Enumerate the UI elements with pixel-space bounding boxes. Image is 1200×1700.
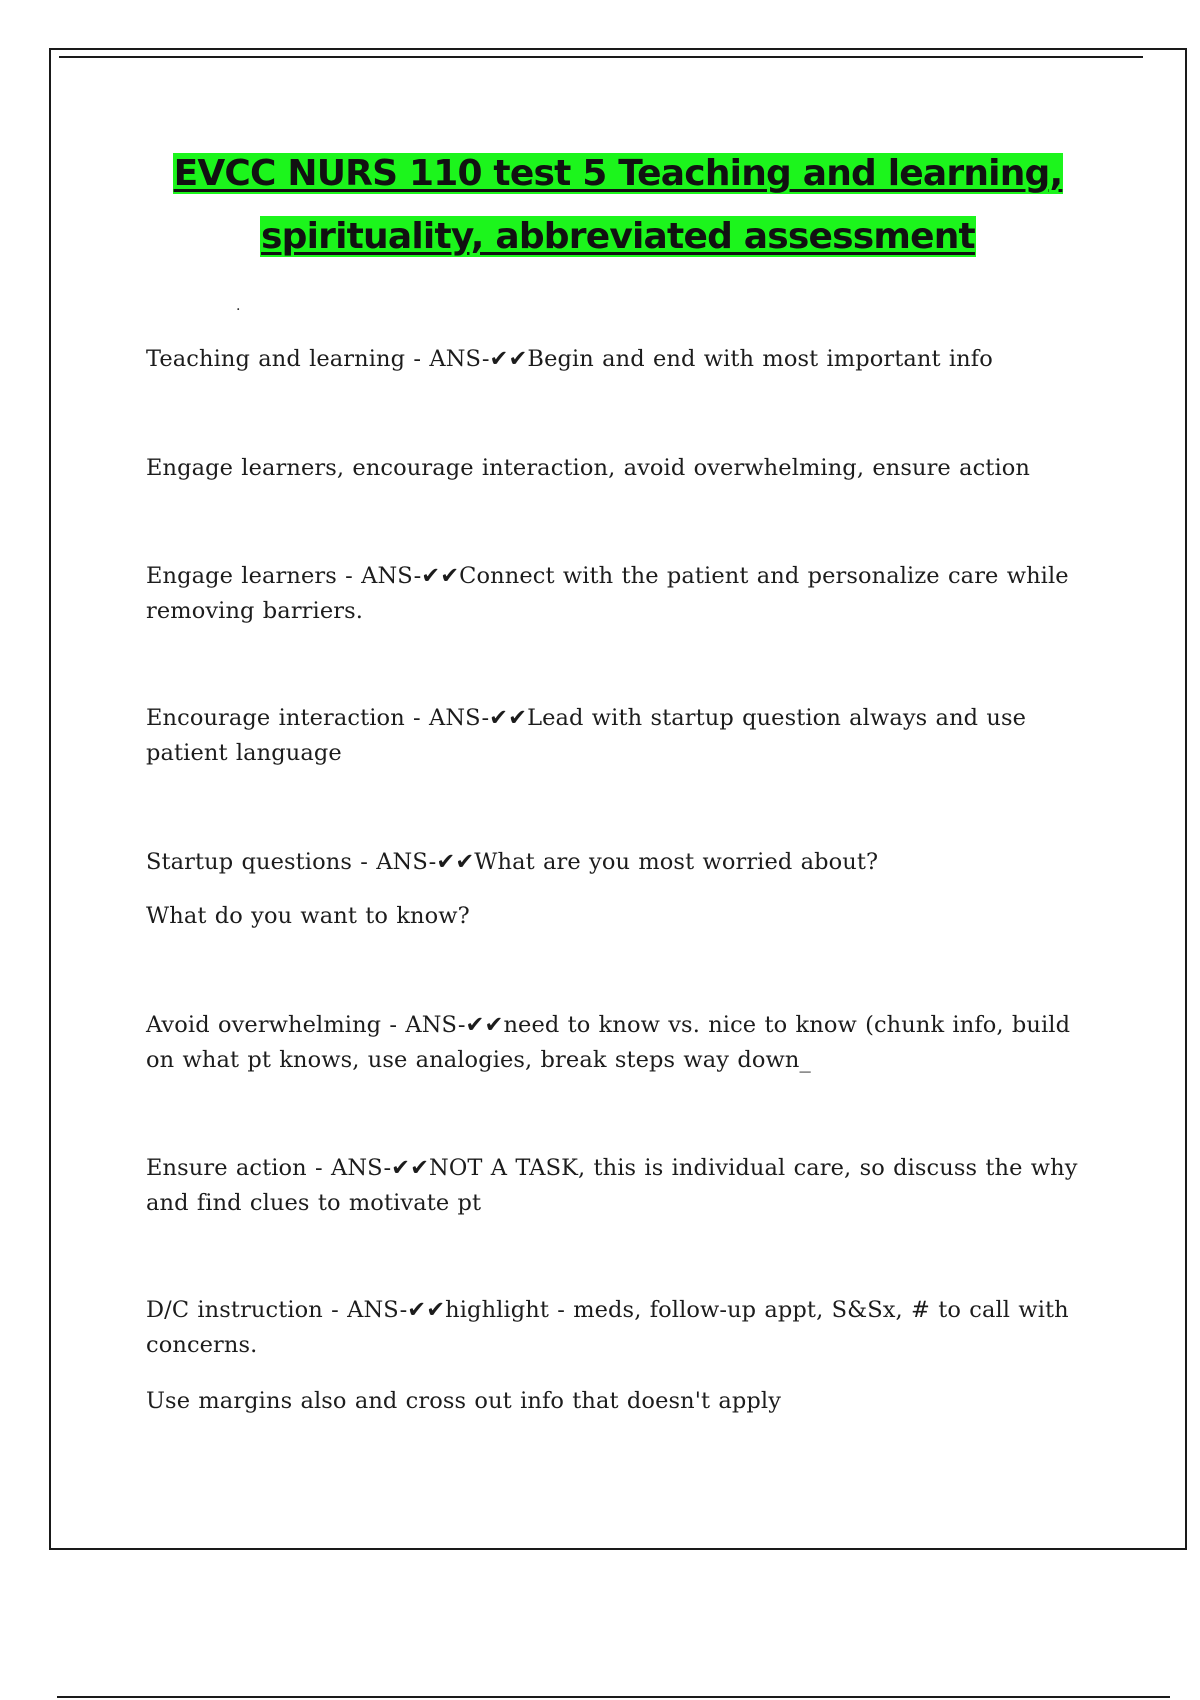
qa-teaching-and-learning: Teaching and learning - ANS-✔✔Begin and end with most important info [146, 346, 993, 372]
qa-encourage-interaction: Encourage interaction - ANS-✔✔Lead with startup question always and use patient language [146, 705, 1027, 766]
bottom-rule [57, 1696, 1170, 1698]
title-line-2: spirituality, abbreviated assessment [261, 216, 975, 257]
stray-dot: . [236, 298, 241, 314]
document-title [49, 142, 1187, 268]
top-rule [59, 56, 1143, 58]
qa-engage-learners: Engage learners - ANS-✔✔Connect with the patient and personalize care while removing barriers. [146, 563, 1069, 624]
qa-dc-instruction: D/C instruction - ANS-✔✔highlight - meds, follow-up appt, S&Sx, # to call with concerns. [146, 1297, 1069, 1358]
qa-startup-questions: Startup questions - ANS-✔✔What are you most worried about? [146, 849, 879, 875]
qa-dc-instruction-cont: Use margins also and cross out info that doesn't apply [146, 1388, 782, 1414]
qa-startup-questions-cont: What do you want to know? [146, 903, 470, 929]
qa-overview-list: Engage learners, encourage interaction, avoid overwhelming, ensure action [146, 455, 1030, 481]
title-line-1: EVCC NURS 110 test 5 Teaching and learning, [173, 153, 1063, 194]
qa-avoid-overwhelming: Avoid overwhelming - ANS-✔✔need to know vs. nice to know (chunk info, build on what pt knows, use analogies, break steps way down_ [146, 1012, 1071, 1073]
qa-ensure-action: Ensure action - ANS-✔✔NOT A TASK, this is individual care, so discuss the why and find clues to motivate pt [146, 1155, 1078, 1216]
